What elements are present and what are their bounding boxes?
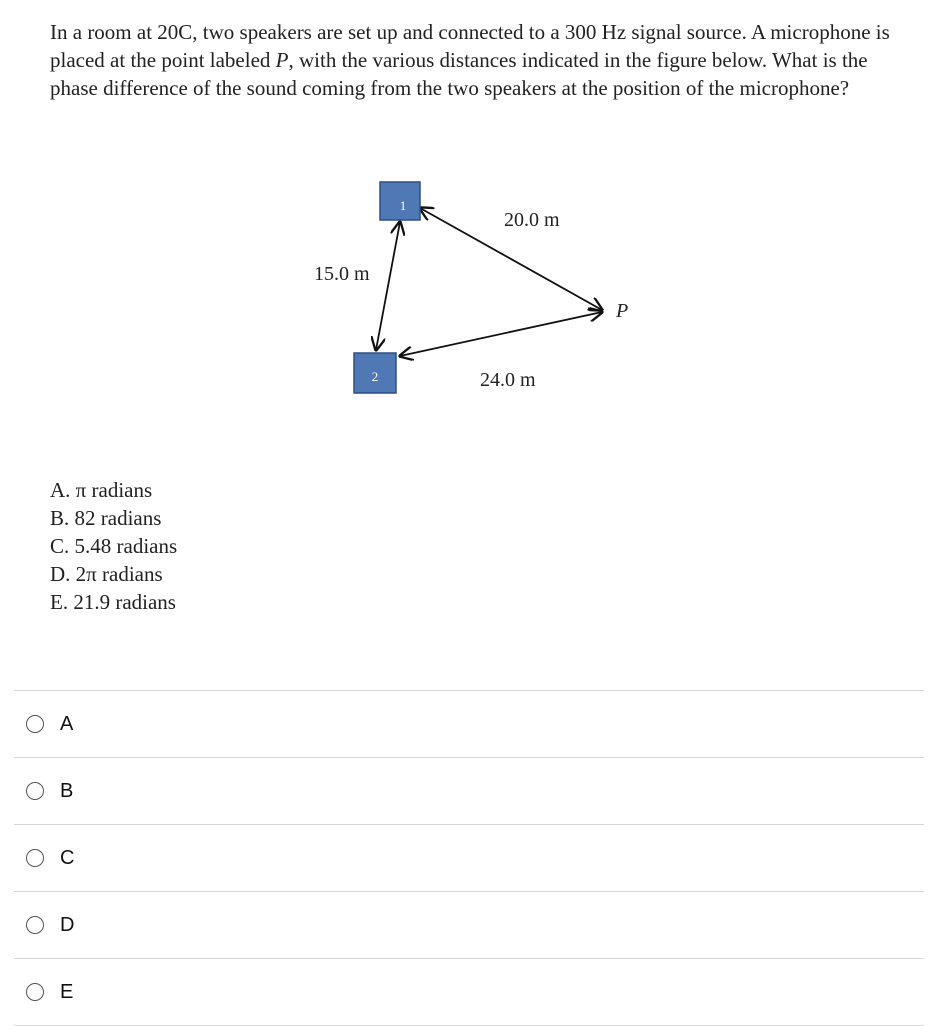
choice-c-text: C. 5.48 radians: [50, 534, 178, 558]
question-point-label: P: [275, 48, 289, 72]
option-a-label: A: [60, 712, 74, 735]
question-part2: , with the various distances indicated in the figure below. What is the phase difference of the sound coming from the two speakers at the position of the microphone?: [50, 48, 868, 100]
option-c-label: C: [60, 846, 75, 869]
radio-b[interactable]: [26, 782, 44, 800]
answer-options: [14, 690, 924, 1026]
choice-d-text: D. 2π radians: [50, 562, 163, 586]
option-d-label: D: [60, 913, 75, 936]
option-e[interactable]: [14, 959, 924, 1026]
option-a[interactable]: [14, 691, 924, 758]
point-p-label: P: [616, 300, 629, 322]
option-b[interactable]: [14, 758, 924, 825]
speaker-2-label: 2: [371, 369, 379, 384]
choice-a-text: A. π radians: [50, 478, 153, 502]
line-speaker1-to-speaker2: [376, 222, 400, 350]
speaker-diagram: [0, 0, 936, 460]
radio-c[interactable]: [26, 849, 44, 867]
radio-e[interactable]: [26, 983, 44, 1001]
radio-d[interactable]: [26, 916, 44, 934]
radio-a[interactable]: [26, 715, 44, 733]
distance-1-2-label: 15.0 m: [314, 263, 370, 285]
choice-e-text: E. 21.9 radians: [50, 590, 176, 614]
answer-choices-list: [50, 476, 177, 616]
option-c[interactable]: [14, 825, 924, 892]
speaker-1-label: 1: [399, 198, 407, 213]
choice-b-text: B. 82 radians: [50, 506, 162, 530]
question-part1: In a room at 20C, two speakers are set up and connected to a 300 Hz signal source. A microphone is placed at the point labeled: [50, 20, 890, 72]
distance-1-p-label: 20.0 m: [504, 209, 560, 231]
option-e-label: E: [60, 980, 74, 1003]
option-d[interactable]: [14, 892, 924, 959]
distance-2-p-label: 24.0 m: [480, 369, 536, 391]
option-b-label: B: [60, 779, 74, 802]
line-speaker2-to-p: [400, 312, 602, 356]
